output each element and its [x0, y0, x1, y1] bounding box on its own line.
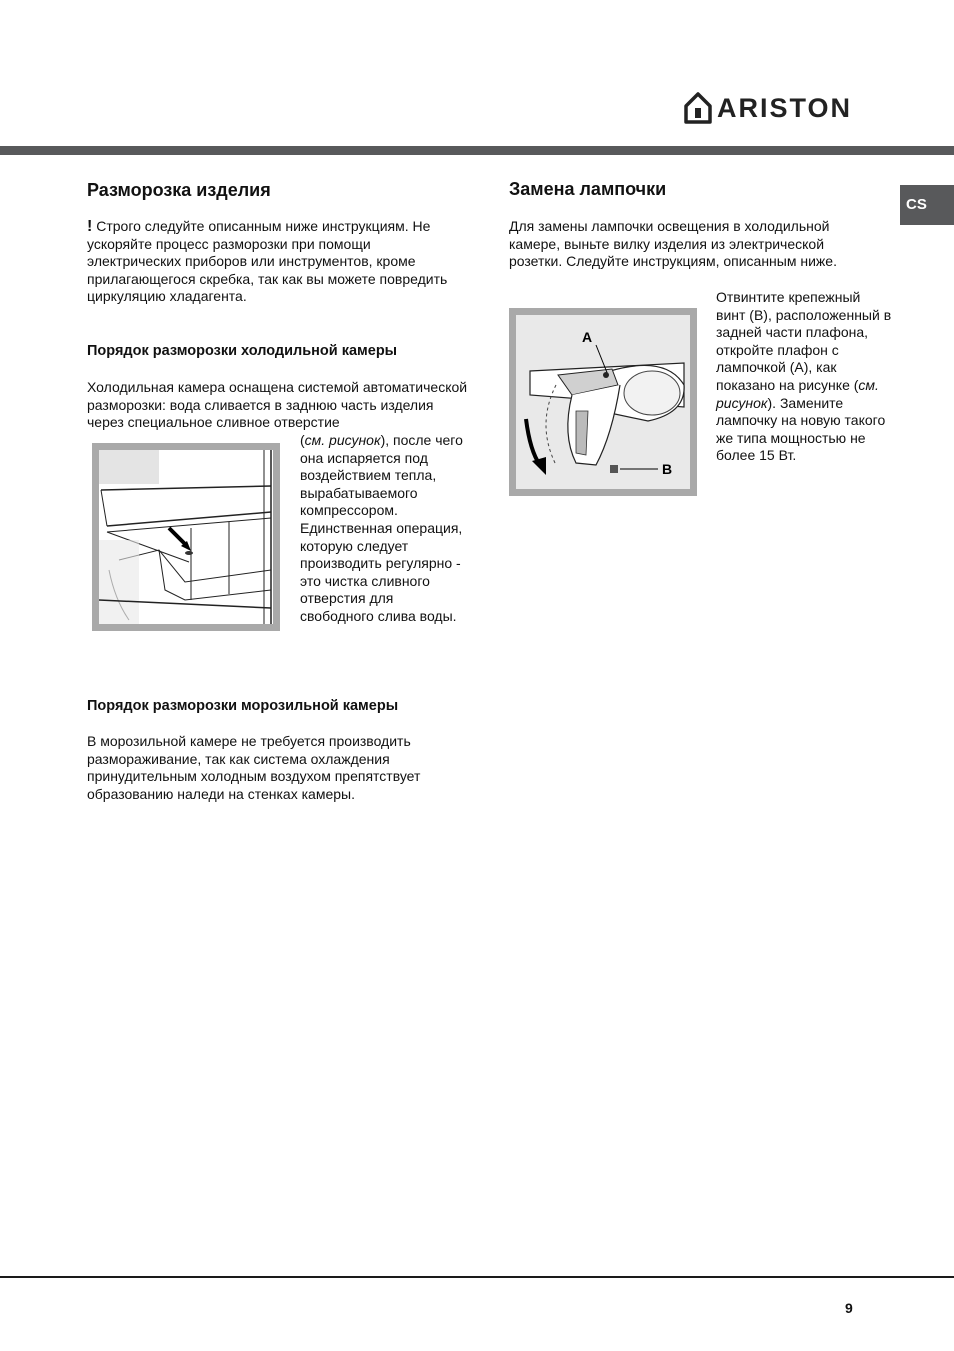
fridge-defrost-text-after: ), после чего она испаряется под воздействием тепла, вырабатываемого компрессором. Единственная операция, которую следует производить регулярно - это чистка сливного отверстия для свободного слива воды. [300, 432, 463, 624]
house-logo-icon [684, 92, 712, 124]
lamp-replacement-steps [716, 289, 892, 465]
page-number: 9 [845, 1300, 853, 1316]
language-tab: CS [900, 185, 954, 225]
steps-text-after: ). Замените лампочку на новую такого же типа мощностью не более 15 Вт. [716, 394, 886, 464]
lamp-replacement-title: Замена лампочки [509, 179, 667, 199]
warning-mark: ! [87, 218, 93, 235]
ariston-logo [684, 92, 852, 124]
freezer-defrost-heading: Порядок разморозки морозильной камеры [87, 698, 399, 714]
steps-text-before: Отвинтите крепежный винт (B), расположенный в задней части плафона, откройте плафон с лампочкой (A), как показано на рисунке ( [716, 289, 892, 393]
figure-reference-lamp: см. рисунок [716, 376, 879, 411]
defrost-title: Разморозка изделия [87, 180, 271, 200]
freezer-defrost-text: В морозильной камере не требуется производить размораживание, так как система охлаждения принудительным холодным воздухом препятствует образованию наледи на стенках камеры. [87, 733, 421, 802]
lamp-figure [509, 308, 697, 496]
fridge-interior-illustration [99, 450, 273, 624]
label-a: A [582, 329, 593, 345]
header-bar [0, 146, 954, 155]
paren-open: ( [300, 432, 305, 448]
figure-reference: см. рисунок [304, 432, 381, 448]
fridge-defrost-heading: Порядок разморозки холодильной камеры [87, 343, 398, 359]
fridge-defrost-continued [300, 432, 468, 626]
fridge-drain-figure [92, 443, 280, 631]
footer-line [0, 1276, 954, 1278]
warning-text: Строго следуйте описанным ниже инструкциям. Не ускоряйте процесс разморозки при помощи электрических приборов или инструментов, кроме прилагающегося скребка, так как вы можете повредить циркуляцию хладагента. [87, 218, 448, 305]
warning-paragraph [87, 218, 467, 306]
lamp-replacement-intro: Для замены лампочки освещения в холодильной камере, выньте вилку изделия из электрической розетки. Следуйте инструкциям, описанным ниже. [509, 218, 837, 270]
brand-name: ARISTON [717, 92, 853, 123]
lamp-cover-illustration [516, 315, 690, 489]
label-b: B [662, 461, 673, 477]
fridge-defrost-intro: Холодильная камера оснащена системой автоматической разморозки: вода сливается в заднюю часть изделия через специальное сливное отверстие [87, 379, 468, 431]
